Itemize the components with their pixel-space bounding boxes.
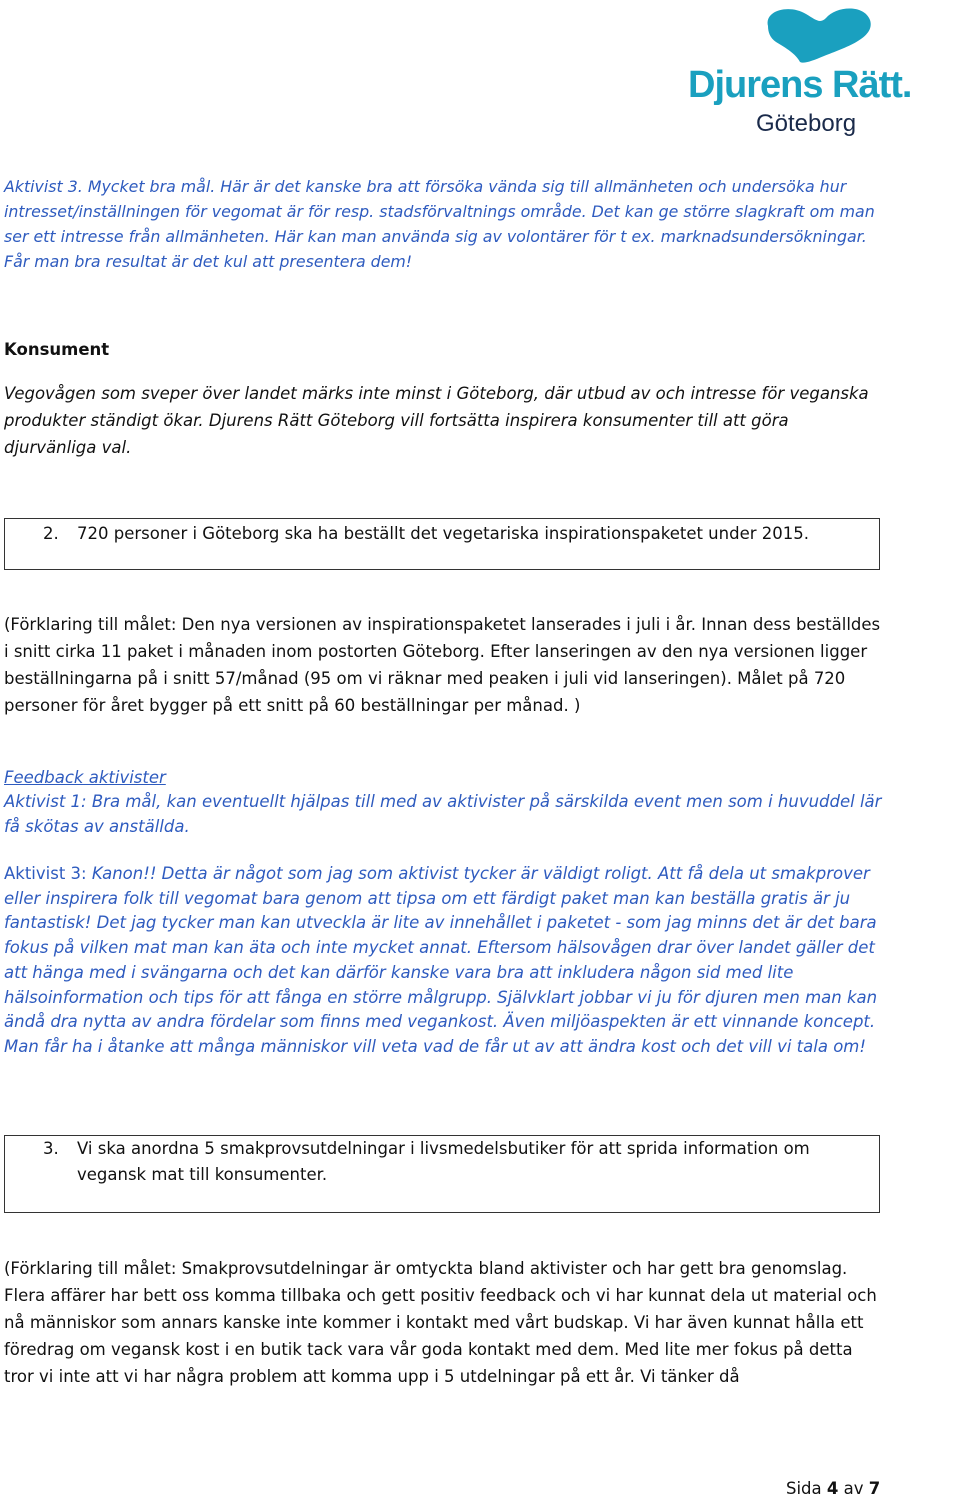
feedback-aktivist1: Aktivist 1: Bra mål, kan eventuellt hjälpas till med av aktivister på särskilda event men som i huvuddel lär få skötas av anställda. xyxy=(4,792,882,836)
logo-city: Göteborg xyxy=(756,110,857,137)
heart-logo-icon xyxy=(760,4,876,66)
goal-box-3 xyxy=(4,1135,880,1213)
page-current: 4 xyxy=(826,1479,839,1498)
feedback-aktivister-link[interactable]: Feedback aktivister xyxy=(4,768,166,787)
aktivist3-label: Aktivist 3: xyxy=(4,864,92,883)
djurens-ratt-logo xyxy=(684,4,956,140)
goal-text: Vi ska anordna 5 smakprovsutdelningar i livsmedelsbutiker för att sprida information om vegansk mat till konsumenter. xyxy=(77,1139,810,1184)
page-total: 7 xyxy=(868,1479,881,1498)
goal3-explanation: (Förklaring till målet: Smakprovsutdelningar är omtyckta bland aktivister och har gett bra genomslag. Flera affärer har bett oss komma tillbaka och gett positiv feedback och vi har kunnat dela ut material och nå människor som annars kanske inte kommer i kontakt med vårt budskap. Vi har även kunnat hålla ett föredrag om vegansk kost i en butik tack vara vår goda kontakt med dem. Med lite mer fokus på detta tror vi inte att vi har några problem att komma upp i 5 utdelningar på ett år. Vi tänker då xyxy=(4,1259,877,1386)
intro-feedback-text: Aktivist 3. Mycket bra mål. Här är det kanske bra att försöka vända sig till allmänheten och undersöka hur intresset/inställningen för vegomat är för resp. stadsförvaltnings område. Det kan ge större slagkraft om man ser ett intresse från allmänheten. Här kan man använda sig av volontärer för t ex. marknadsundersökningar. Får man bra resultat är det kul att presentera dem! xyxy=(4,177,875,271)
goal-box-2 xyxy=(4,518,880,570)
page-mid: av xyxy=(838,1479,869,1498)
goal2-explanation: (Förklaring till målet: Den nya versionen av inspirationspaketet lanserades i juli i år. Innan dess beställdes i snitt cirka 11 paket i månaden inom postorten Göteborg. Efter lanseringen av den nya versionen ligger beställningarna på i snitt 57/månad (95 om vi räknar med peaken i juli vid lanseringen). Målet på 720 personer för året bygger på ett snitt på 60 beställningar per månad. ) xyxy=(4,615,881,715)
aktivist3-text: Kanon!! Detta är något som jag som aktivist tycker är väldigt roligt. Att få dela ut smakprover eller inspirera folk till vegomat bara genom att tipsa om ett färdigt paket man kan beställa gratis är ju fantastisk! Det jag tycker man kan utveckla är lite av innehållet i paketet - som jag minns det är det bara fokus på vilken mat man kan äta och inte mycket annat. Eftersom hälsovågen drar över landet gäller det att hänga med i svängarna och det kan därför kanske vara bra att inkludera någon sid med lite hälsoinformation och tips för att fånga en större målgrupp. Självklart jobbar vi ju för djuren men man kan ändå dra nytta av andra fördelar som finns med vegankost. Även miljöaspekten är ett vinnande koncept. Man får ha i åtanke att många människor vill veta vad de får ut av att ändra kost och det vill vi tala om! xyxy=(4,864,878,1056)
section-heading-konsument: Konsument xyxy=(4,340,110,359)
goal-number: 3. xyxy=(43,1139,59,1158)
feedback-aktivist3 xyxy=(4,862,884,1060)
konsument-intro-text: Vegovågen som sveper över landet märks inte minst i Göteborg, där utbud av och intresse för veganska produkter ständigt ökar. Djurens Rätt Göteborg vill fortsätta inspirera konsumenter till att göra djurvänliga val. xyxy=(4,384,869,457)
goal-text: 720 personer i Göteborg ska ha beställt det vegetariska inspirationspaketet under 2015. xyxy=(77,524,809,543)
logo-wordmark: Djurens Rätt. xyxy=(688,64,912,106)
page-prefix: Sida xyxy=(786,1479,827,1498)
page-number xyxy=(786,1478,880,1500)
goal-number: 2. xyxy=(43,524,59,543)
